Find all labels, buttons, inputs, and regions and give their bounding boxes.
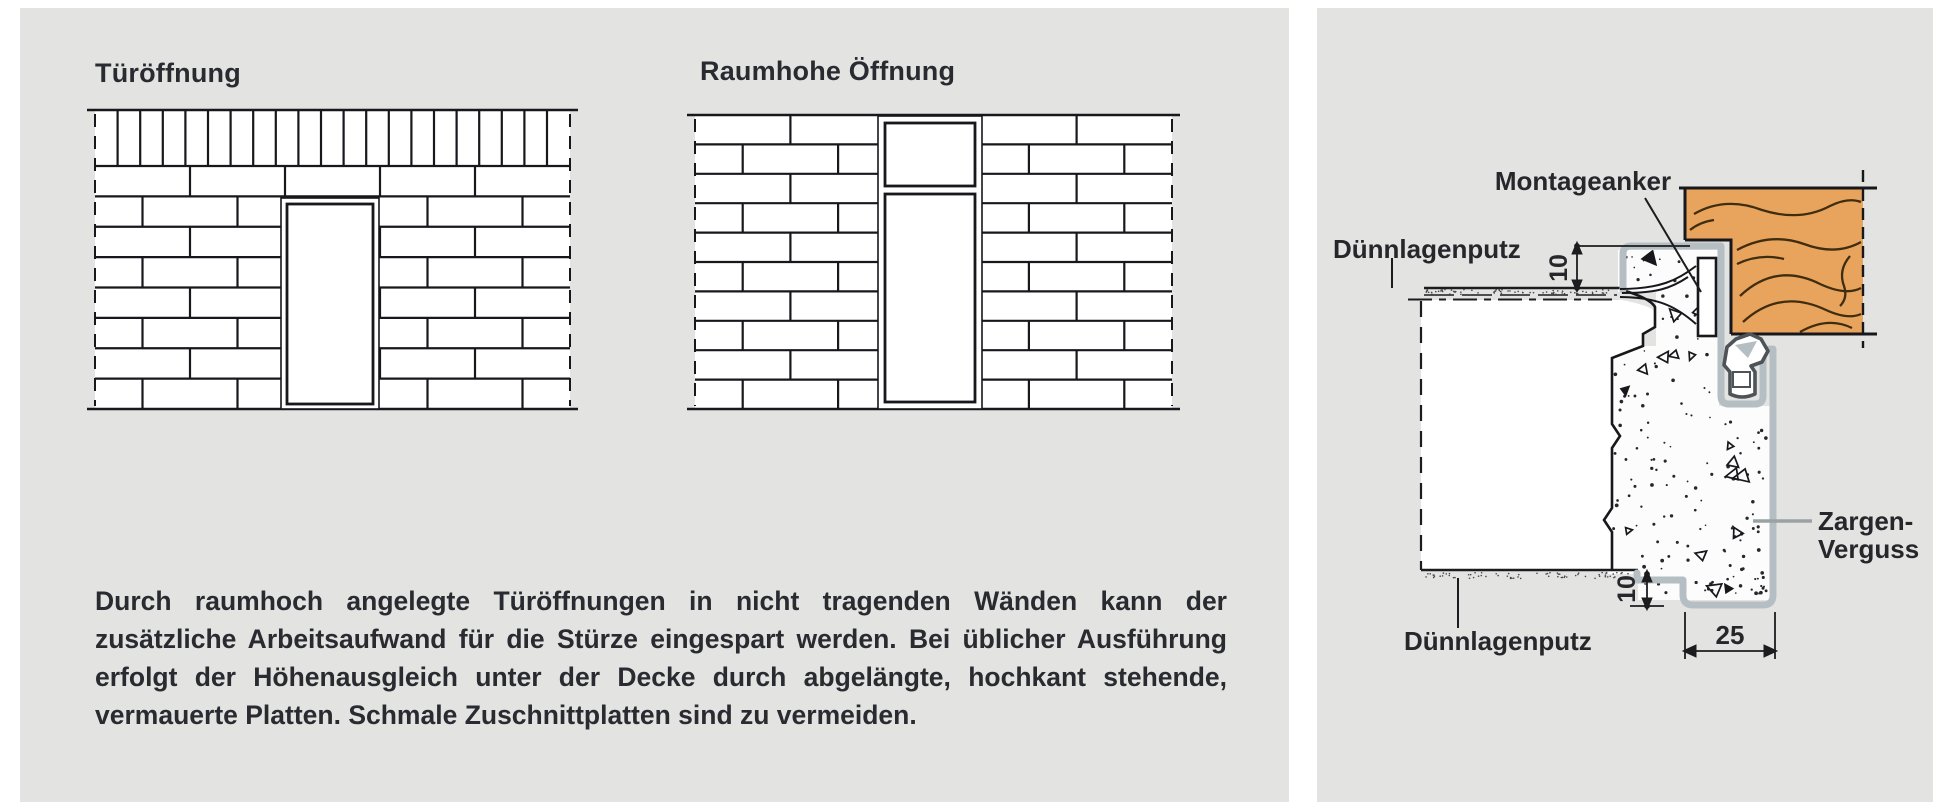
dimension-25: 25 — [1715, 620, 1745, 650]
mounting-anchor-plate — [1698, 258, 1716, 336]
diagram-title-room-height-opening: Raumhohe Öffnung — [700, 56, 956, 86]
zargen-verguss-label-line2: Verguss — [1818, 534, 1920, 564]
paragraph-line: vermauerte Platten. Schmale Zuschnittplatten sind zu vermeiden. — [95, 700, 917, 730]
zargen-verguss-label-line1: Zargen- — [1818, 506, 1914, 536]
dimension-10-top: 10 — [1545, 254, 1573, 282]
frame-detail-panel — [1317, 8, 1933, 802]
explanatory-paragraph — [95, 582, 1227, 734]
paragraph-line: Durch raumhoch angelegte Türöffnungen in nicht tragenden Wänden kann der — [95, 586, 1227, 616]
diagram-title-door-opening: Türöffnung — [95, 58, 241, 88]
duennlagenputz-bottom-label: Dünnlagenputz — [1404, 626, 1592, 656]
door-opening-wall-diagram — [87, 110, 578, 409]
montageanker-label: Montageanker — [1494, 166, 1672, 196]
dimension-10-bottom: 10 — [1613, 575, 1641, 603]
duennlagenputz-top-label: Dünnlagenputz — [1333, 234, 1521, 264]
paragraph-line: erfolgt der Höhenausgleich unter der Decke durch abgelängte, hochkant stehende, — [95, 662, 1227, 692]
paragraph-line: zusätzliche Arbeitsaufwand für die Stürze eingespart werden. Bei üblicher Ausführung — [95, 624, 1227, 654]
room-height-opening-wall-diagram — [687, 115, 1180, 409]
